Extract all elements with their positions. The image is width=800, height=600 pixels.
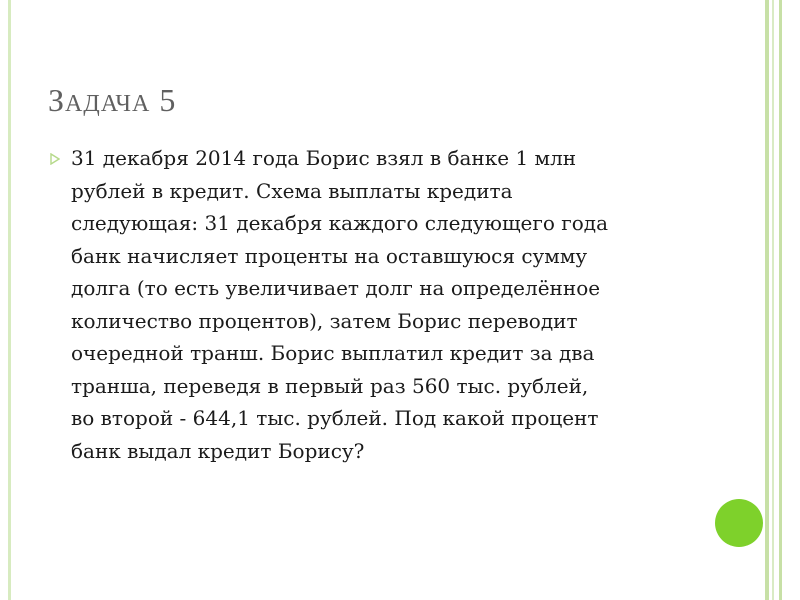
right-border-rule xyxy=(779,0,782,600)
task-text xyxy=(71,142,691,467)
hollow-triangle-bullet-icon xyxy=(50,153,60,165)
slide-title-first-letter: З xyxy=(48,82,66,118)
slide-title-rest: АДАЧА xyxy=(65,91,151,117)
task-text-line: следующая: 31 декабря каждого следующего года xyxy=(71,211,609,235)
task-text-line: очередной транш. Борис выплатил кредит за два xyxy=(71,341,595,365)
slide-title xyxy=(48,82,176,119)
left-border-rule xyxy=(8,0,11,600)
task-text-line: во второй - 644,1 тыс. рублей. Под какой процент xyxy=(71,406,599,430)
right-border-rule xyxy=(765,0,769,600)
right-border-rule xyxy=(772,0,774,600)
task-text-line: количество процентов), затем Борис переводит xyxy=(71,308,578,333)
task-text-line: рублей в кредит. Схема выплаты кредита xyxy=(71,178,513,203)
task-text-line: транша, переведя в первый раз 560 тыс. рублей, xyxy=(71,373,589,398)
slide-title-number: 5 xyxy=(150,82,177,118)
green-circle-decoration xyxy=(715,499,763,547)
task-text-line: долга (то есть увеличивает долг на определённое xyxy=(71,276,601,300)
task-text-line: банк начисляет проценты на оставшуюся сумму xyxy=(71,243,588,268)
task-text-line: 31 декабря 2014 года Борис взял в банке 1 млн xyxy=(71,146,577,170)
task-text-line: банк выдал кредит Борису? xyxy=(71,438,365,463)
